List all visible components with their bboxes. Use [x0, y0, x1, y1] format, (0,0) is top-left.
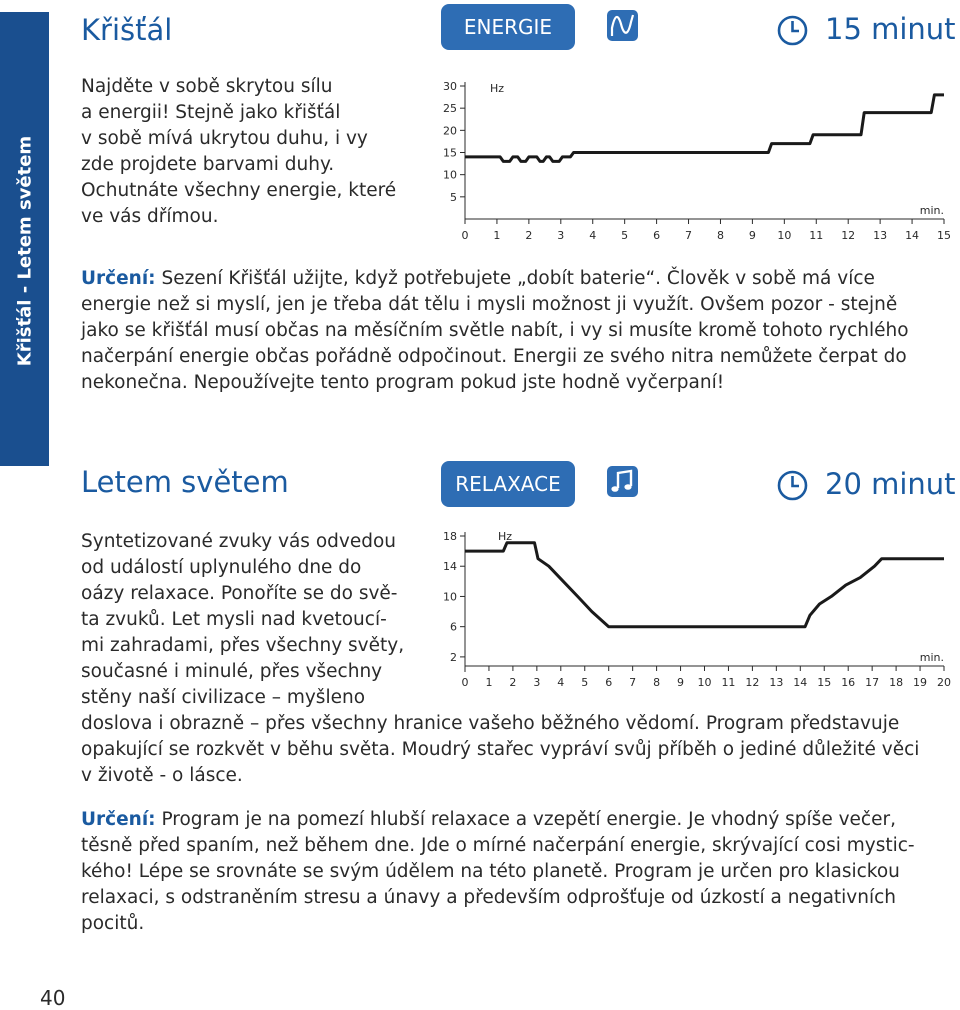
- x-tick-label: 1: [493, 229, 501, 242]
- section1-duration: 15 minut: [825, 12, 956, 46]
- chart-energy: [430, 74, 960, 244]
- x-tick-label: 6: [605, 676, 613, 689]
- series-line: [465, 543, 944, 627]
- x-tick-label: 9: [677, 676, 685, 689]
- y-tick-label: 20: [443, 124, 457, 138]
- x-tick-label: 15: [937, 229, 951, 242]
- clock-icon: [777, 15, 808, 46]
- x-tick-label: 8: [653, 676, 661, 689]
- x-tick-label: 0: [461, 229, 469, 242]
- y-tick-label: 10: [443, 168, 457, 182]
- x-tick-label: 15: [817, 676, 832, 689]
- x-tick-label: 17: [865, 676, 880, 689]
- section2-duration: 20 minut: [825, 467, 956, 501]
- x-axis-label: min.: [919, 204, 944, 217]
- y-tick-label: 15: [443, 146, 457, 160]
- x-tick-label: 13: [873, 229, 888, 242]
- x-tick-label: 9: [748, 229, 756, 242]
- x-tick-label: 3: [533, 676, 541, 689]
- x-tick-label: 8: [716, 229, 724, 242]
- x-tick-label: 12: [841, 229, 856, 242]
- section2-title: Letem světem: [81, 465, 289, 499]
- unit-label: Hz: [490, 82, 505, 95]
- x-tick-label: 6: [653, 229, 661, 242]
- y-tick-label: 5: [450, 190, 457, 204]
- x-tick-label: 4: [557, 676, 565, 689]
- y-tick-label: 6: [450, 620, 457, 634]
- y-tick-label: 2: [450, 650, 457, 664]
- x-tick-label: 2: [509, 676, 517, 689]
- x-axis-label: min.: [919, 651, 944, 664]
- y-tick-label: 10: [443, 590, 457, 604]
- sidebar-label: Křišťál - Letem světem: [14, 135, 36, 367]
- x-tick-label: 5: [621, 229, 629, 242]
- section2-badge: RELAXACE: [441, 461, 575, 507]
- x-tick-label: 18: [889, 676, 904, 689]
- x-tick-label: 14: [905, 229, 920, 242]
- section1-title: Křišťál: [81, 13, 173, 47]
- clock-icon: [777, 470, 808, 501]
- x-tick-label: 11: [809, 229, 824, 242]
- x-tick-label: 4: [589, 229, 597, 242]
- x-tick-label: 0: [461, 676, 469, 689]
- music-note-icon: [607, 466, 638, 497]
- x-tick-label: 2: [525, 229, 533, 242]
- y-tick-label: 25: [443, 102, 457, 116]
- x-tick-label: 16: [841, 676, 856, 689]
- sidebar-tab: [0, 12, 49, 466]
- x-tick-label: 20: [937, 676, 951, 689]
- x-tick-label: 19: [913, 676, 928, 689]
- sine-wave-icon: [607, 10, 638, 41]
- x-tick-label: 11: [721, 676, 736, 689]
- x-tick-label: 5: [581, 676, 589, 689]
- section1-badge: ENERGIE: [441, 4, 575, 50]
- section1-purpose: Určení: Sezení Křišťál užijte, když potřebujete „dobít baterie“. Člověk v sobě má více energie než si myslí, jen je třeba dát tělu i mysli možnost ji využít. Ovšem pozor - stejně jako se křišťál musí občas na měsíčním světle nabít, i vy si musíte kromě tohoto rychlého načerpání energie občas pořádně odpočinout. Energii ze svého nitra nemůžete čerpat do nekonečna. Nepoužívejte tento program pokud jste hodně vyčerpaní!: [81, 268, 909, 393]
- section2-purpose: Určení: Program je na pomezí hlubší relaxace a vzepětí energie. Je vhodný spíše večer, těsně před spaním, než během dne. Jde o mírné načerpání energie, skrývající cosi mystic- kého! Lépe se srovnáte se svým údělem na této planetě. Program je určen pro klasickou relaxaci, s odstraněním stresu a únavy a především odprošťuje od úzkostí a negativních pocitů.: [81, 809, 915, 934]
- x-tick-label: 12: [745, 676, 760, 689]
- x-tick-label: 13: [769, 676, 784, 689]
- unit-label: Hz: [498, 530, 513, 543]
- x-tick-label: 7: [685, 229, 693, 242]
- x-tick-label: 7: [629, 676, 637, 689]
- purpose-label: Určení:: [81, 809, 156, 830]
- y-tick-label: 14: [443, 560, 457, 574]
- series-line: [465, 95, 944, 161]
- x-tick-label: 14: [793, 676, 808, 689]
- x-tick-label: 10: [777, 229, 792, 242]
- section1-intro: Najděte v sobě skrytou sílu a energii! Stejně jako křišťál v sobě mívá ukrytou duhu, i vy zde projdete barvami duhy. Ochutnáte všechny energie, které ve vás dřímou.: [81, 76, 397, 227]
- section2-intro: Syntetizované zvuky vás odvedou od událostí uplynulého dne do oázy relaxace. Ponoříte se do svě- ta zvuků. Let mysli nad kvetoucí- mi zahradami, přes všechny světy, současné i minulé, přes všechny stěny naší civilizace – myšleno doslova i obrazně – přes všechny hranice vašeho běžného vědomí. Program představuje opakující se rozkvět v běhu světa. Moudrý stařec vypráví svůj příběh o jediné důležité věci v životě - o lásce.: [81, 531, 920, 786]
- page-number: 40: [40, 986, 66, 1010]
- x-tick-label: 10: [697, 676, 712, 689]
- purpose-label: Určení:: [81, 268, 156, 289]
- x-tick-label: 1: [485, 676, 493, 689]
- y-tick-label: 18: [443, 530, 457, 543]
- x-tick-label: 3: [557, 229, 565, 242]
- y-tick-label: 30: [443, 80, 457, 93]
- chart-relaxation: [430, 522, 960, 690]
